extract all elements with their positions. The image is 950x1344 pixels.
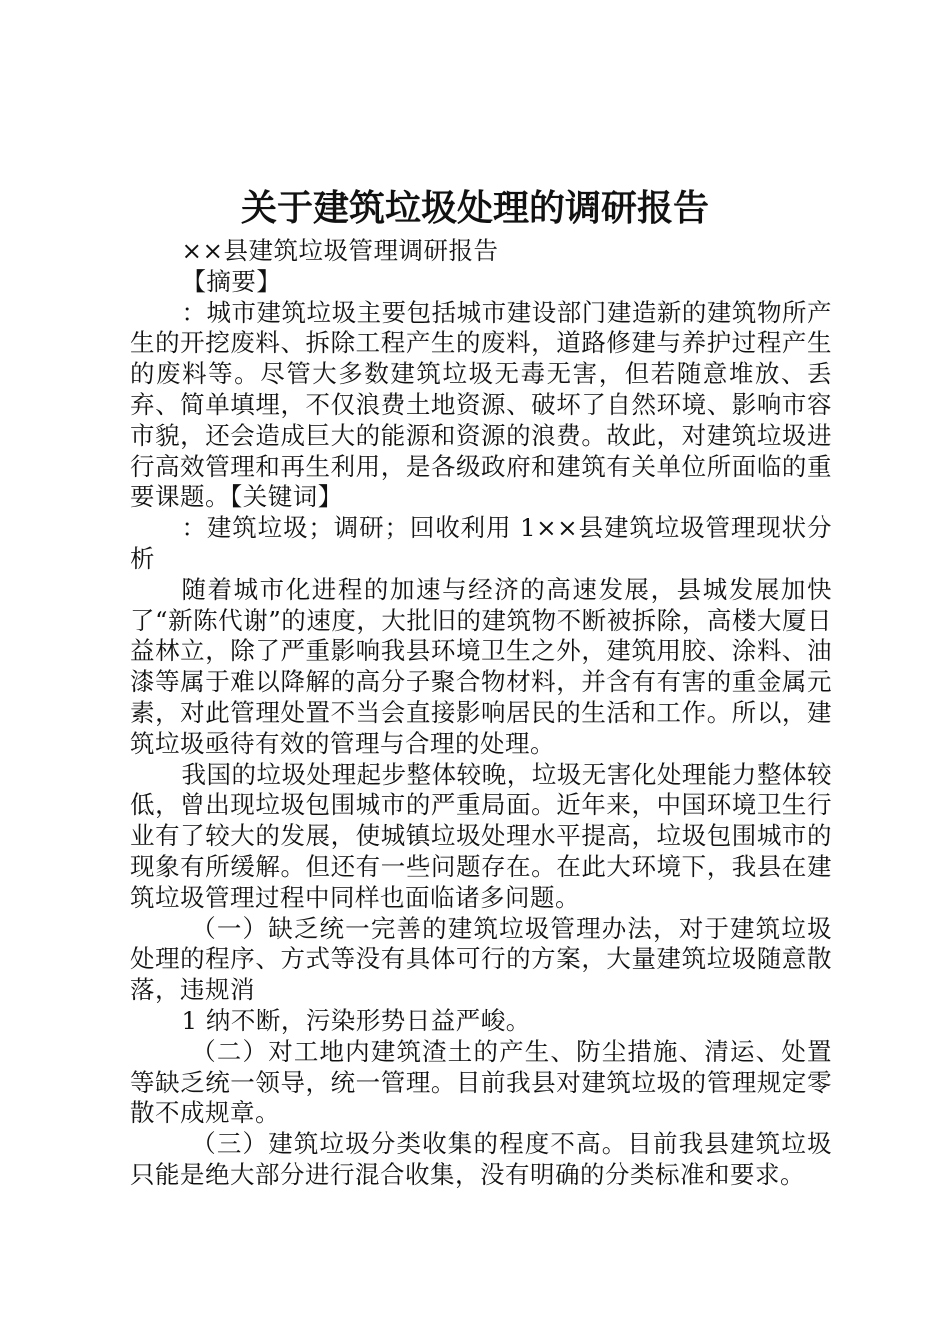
problem-item-2: （二）对工地内建筑渣土的产生、防尘措施、清运、处置等缺乏统一领导，统一管理。目前我县对建筑垃圾的管理规定零散不成规章。 [130,1036,832,1128]
abstract-heading: 【摘要】 [181,266,282,296]
keywords-paragraph: ：建筑垃圾；调研；回收利用 1××县建筑垃圾管理现状分析 [130,513,832,573]
document-body [130,236,832,1191]
subtitle-paragraph: ××县建筑垃圾管理调研报告 [181,236,499,265]
body-paragraph-urbanization: 随着城市化进程的加速与经济的高速发展，县城发展加快了“新陈代谢”的速度，大批旧的建筑物不断被拆除，高楼大厦日益林立，除了严重影响我县环境卫生之外，建筑用胶、涂料、油漆等属于难以降解的高分子聚合物材料，并含有有害的重金属元素，对此管理处置不当会直接影响居民的生活和工作。所以，建筑垃圾亟待有效的管理与合理的处理。 [130,574,832,758]
problem-item-1-continued: 1 纳不断，污染形势日益严峻。 [181,1005,531,1035]
problem-item-3: （三）建筑垃圾分类收集的程度不高。目前我县建筑垃圾只能是绝大部分进行混合收集，没有明确的分类标准和要求。 [130,1129,832,1189]
abstract-paragraph: ：城市建筑垃圾主要包括城市建设部门建造新的建筑物所产生的开挖废料、拆除工程产生的废料，道路修建与养护过程产生的废料等。尽管大多数建筑垃圾无毒无害，但若随意堆放、丢弃、简单填埋，不仅浪费土地资源、破坏了自然环境、影响市容市貌，还会造成巨大的能源和资源的浪费。故此，对建筑垃圾进行高效管理和再生利用，是各级政府和建筑有关单位所面临的重要课题。【关键词】 [130,297,832,512]
document-title: 关于建筑垃圾处理的调研报告 [240,187,709,229]
body-paragraph-national-situation: 我国的垃圾处理起步整体较晚，垃圾无害化处理能力整体较低，曾出现垃圾包围城市的严重局面。近年来，中国环境卫生行业有了较大的发展，使城镇垃圾处理水平提高，垃圾包围城市的现象有所缓解。但还有一些问题存在。在此大环境下，我县在建筑垃圾管理过程中同样也面临诸多问题。 [130,759,832,912]
problem-item-1: （一）缺乏统一完善的建筑垃圾管理办法，对于建筑垃圾处理的程序、方式等没有具体可行的方案，大量建筑垃圾随意散落，违规消 [130,913,832,1005]
